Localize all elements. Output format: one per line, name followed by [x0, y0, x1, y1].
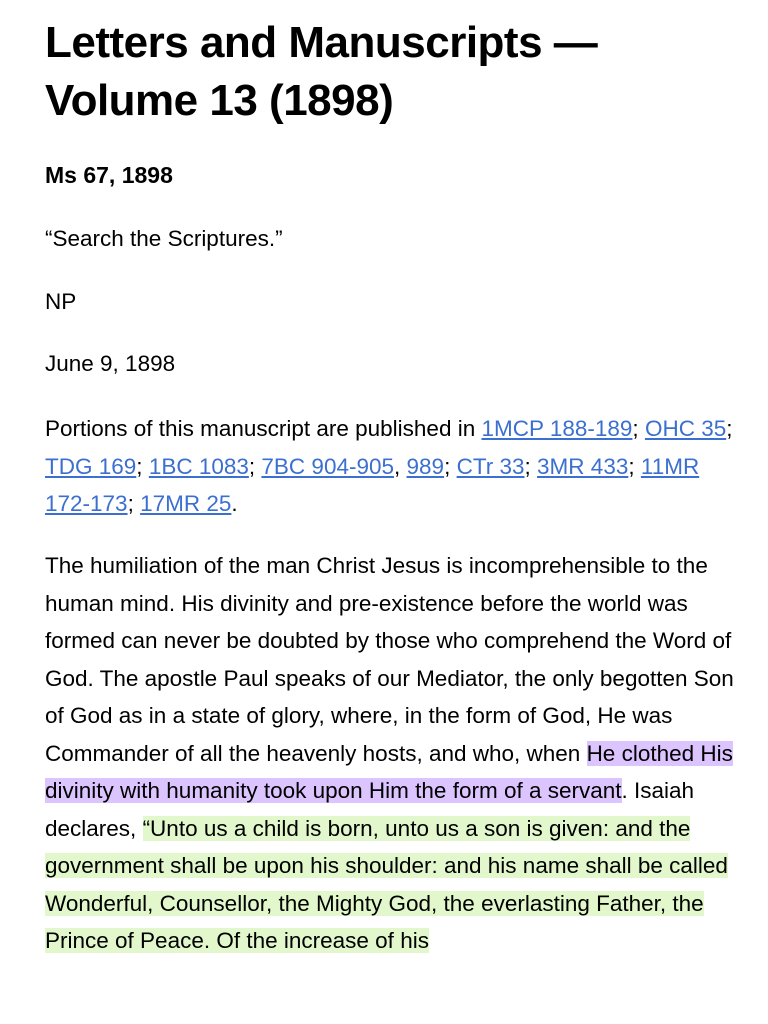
reference-link[interactable]: 989: [406, 453, 445, 479]
reference-separator: ;: [632, 416, 645, 441]
reference-separator: ;: [136, 453, 149, 479]
manuscript-number: Ms 67, 1898: [45, 162, 173, 188]
reference-separator: ,: [394, 453, 407, 479]
reference-link[interactable]: 17MR 25: [140, 491, 232, 516]
manuscript-subtitle: “Search the Scriptures.”: [45, 226, 283, 251]
manuscript-date: June 9, 1898: [45, 351, 176, 376]
manuscript-place: NP: [45, 289, 77, 314]
reference-link[interactable]: 11MR 172-173: [45, 453, 700, 516]
green-highlight[interactable]: “Unto us a child is born, unto us a son is given: and the government shall be upon his shoulder: and his name shall be called Wonderful, Counsellor, the Mighty God, the everlasting Father, the Prince of Peace. Of the increase of his: [45, 815, 728, 953]
publication-references: [45, 410, 735, 523]
page-title: Letters and Manuscripts — Volume 13 (1898): [45, 18, 598, 125]
reference-link[interactable]: 1BC 1083: [148, 453, 249, 479]
body-paragraph: [45, 547, 735, 960]
reference-link[interactable]: TDG 169: [45, 453, 137, 479]
reference-link[interactable]: 1MCP 188-189: [481, 416, 633, 441]
references-intro: Portions of this manuscript are published in: [45, 416, 482, 441]
reference-separator: ;: [248, 453, 262, 479]
reference-link[interactable]: OHC 35: [644, 416, 727, 441]
paragraph-text: The humiliation of the man Christ Jesus is incomprehensible to the human mind. His divinity and pre-existence before the world was formed can never be doubted by those who comprehend the Word of God. The apostle Paul speaks of our Mediator, the only begotten Son of God as in a state of glory, where, in the form of God, He was Commander of all the heavenly hosts, and who, when: [45, 553, 734, 766]
reference-link[interactable]: 3MR 433: [537, 453, 629, 479]
purple-highlight[interactable]: He clothed His divinity with humanity took upon Him the form of a servant: [45, 740, 733, 803]
paragraph-text: . Isaiah declares,: [45, 778, 695, 841]
reference-link[interactable]: 7BC 904-905: [261, 453, 395, 479]
reference-separator: ;: [726, 416, 733, 441]
reference-link[interactable]: CTr 33: [456, 453, 525, 479]
reference-separator: ;: [628, 453, 641, 479]
reference-separator: .: [231, 491, 238, 516]
reference-separator: ;: [524, 453, 538, 479]
reference-separator: ;: [444, 453, 457, 479]
reference-separator: ;: [127, 491, 141, 516]
